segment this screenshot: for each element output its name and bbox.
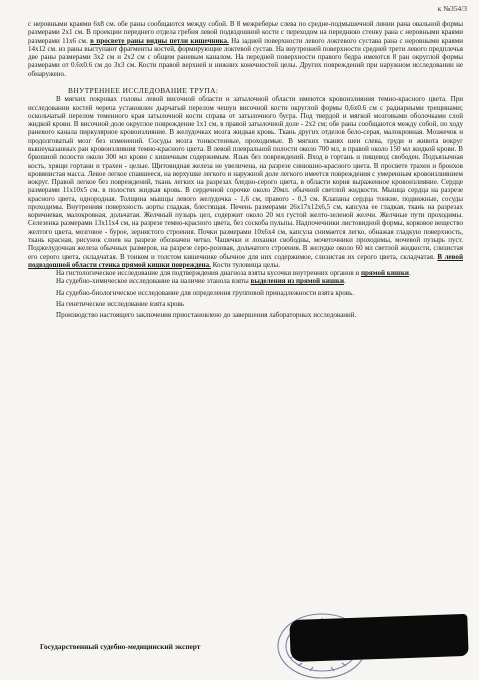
genetics-paragraph: На генетическое исследование взята кровь: [56, 300, 185, 308]
emphasized-text: в просвете раны видны петли кишечника.: [90, 36, 229, 45]
emphasized-text: прямой кишки: [360, 269, 409, 278]
text-run: В мягких покровах головы левой височной области и затылочной области имеются кровоизлияния темно-красного цвета. При исследовании костей черепа установлен дырчатый перелом чешуи височной кости округлой формы 0,6х0.6 см с радиарными трещинами; оскольчатый перелом теменного края затылочной кости справа от затылочного бугра. Под твердой и мягкой мозговыми оболочками слой жидкой крови. В височной доле округлое повреждение 1х1 см, в правой затылочной доле - 2х2 см; обе раны сообщаются между собой, по ходу раневого канала пиркулярное кровоизлияние. В желудочках мозга жидкая кровь. Ткань других отделов бело-серая, малокровная. Мозжечок и продолговатый мозг без изменений. Сосуды мозга тонкостенные, проходимые. В мягких тканях шеи слева, груди и живота вокруг вышеуказанных ран кровоизлияния темно-красного цвета. В левой плевральной полости около 700 мл, в правой около 150 мл жидкой крови. В брюшной полости около 300 мл крови с кишечным содержимым. Язык без повреждений. Вход в гортань и пищевод свободен. Подъязычная кость, хрящи гортани и трахеи - целые. Щитовидная железа не увеличена, на разрезе синюшно-красного цвета. В просвете трахеи и бронхов кровянистая масса. Левое легкое спавшееся, на верхушке легкого и наружной доле легкого имеется повреждения с умеренным кровоизлиянием вокруг. Правой легкое без повреждений, ткань легких на разрезах бледно-серого цвета, в области корня выраженное кровоизлияние. Сердце размерами 11х10х5 см. в полостях жидкая кровь. В сердечной сорочке около 20мл. обычной светлой жидкости. Мышца сердца на разрезе красного цвета, однородная. Толщина мышцы левого желудочка - 1,6 см, правого - 0,3 см. Клапаны сердца тонкие, подвижные, сосуды проходимы. Внутренняя поверхность аорты гладкая, блестящая. Печень размерами 26х17х12х6,5 см, капсула ее гладкая, ткань на разрезах коричневая, малокровная, дольчатая. Желчный пузырь цел, содержит около 20 мл густой желто-зеленой желчи. Желчные пути проходимы. Селезенка размерами 13х11х4 см, на разрезе темно-красного цвета, без соскоба пульпы. Надпочечники листовидной формы, корковое вещество желтого цвета, мозговое - бурое, зернистого строения. Почки размерами 10х6х4 см, капсула снимается легко, обнажая гладкую поверхность, ткань красная, рисунок слоев на разрезе обозначен четко. Чашечки и лоханки свободны, мочеточники проходимы, мочевой пузырь пуст. Поджелудочная железа обычных размеров, на разрезе серо-розовая, дольчатого строения. В желудке около 60 мл светлой жидкости, слизистая его серого цвета, складчатая. В тонком и толстом кишечнике обычное для них содержимое, слизистая их серого цвета, складчатая.: [28, 95, 463, 261]
chemistry-paragraph: [28, 277, 463, 285]
text-run: .: [409, 269, 411, 278]
text-run: с неровными краями 6х8 см. обе раны сообщаются между собой. В 8 межреберье слева по средне-подмышечной линии рана овальной формы размерами 2х1 см. В проекции переднего отдела гребня левой подвздошной кости с переходом на переднюю стенку рана с неровными краями размерами 11х6 см.: [28, 20, 463, 45]
biology-paragraph: На судебно-биологическое исследование для определения групповой принадлежности взята кровь.: [56, 288, 355, 297]
section-heading: ВНУТРЕННЕЕ ИССЛЕДОВАНИЕ ТРУПА:: [68, 85, 219, 95]
text-run: Кости туловища целы.: [210, 260, 281, 269]
internal-findings-paragraph: [28, 95, 463, 269]
text-run: .: [344, 277, 346, 286]
external-findings-paragraph: [28, 20, 463, 78]
emphasized-text: выделения из прямой кишки: [250, 277, 345, 286]
case-reference: к №354/3: [437, 4, 467, 13]
document-body: [28, 20, 463, 320]
redaction-block: [289, 614, 468, 662]
expert-signature-label: Государственный судебно-медицинский эксперт: [40, 642, 201, 651]
production-paragraph: Производство настоящего заключения приостановлено до завершения лабораторных исследований.: [56, 311, 357, 320]
text-run: На гистологическое исследование для подтверждения диагноза взяты кусочки внутренних органов и: [56, 269, 361, 278]
histology-paragraph: [28, 269, 463, 277]
emphasized-text: В левой подвздошной области стенка прямой кишки повреждена.: [28, 252, 464, 269]
text-run: На судебно-химическое исследование на наличие этанола взяты: [56, 277, 251, 286]
text-run: На задней поверхности левого локтевого сустава рана с неровными краями 14х12 см. из раны выступают фрагменты костей, формирующие локтевой сустав. На внутренней поверхности средней трети левого предплечья две раны размерами 3х2 см и 2х2 см с общим раневым каналом. На передней поверхности правого бедра имеются 8 ран округлой формы размерами от 0.6х0.6 см до 3х3 см. Кости правой верхней и нижних конечностей целы. Других повреждений при наружном исследовании не обнаружено.: [28, 36, 463, 78]
